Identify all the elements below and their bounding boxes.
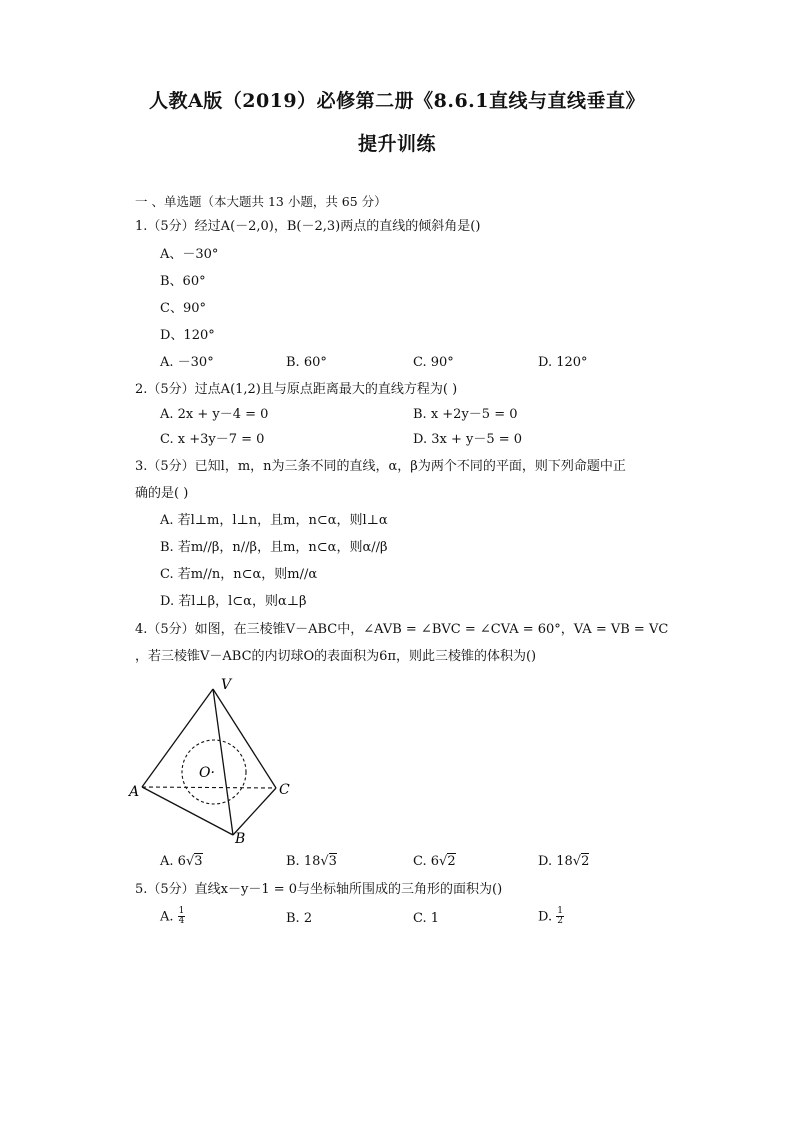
edge-ab <box>142 787 233 835</box>
q4-d-coef: 18 <box>556 854 573 869</box>
q5-option-a <box>160 907 185 927</box>
edge-vc <box>213 689 276 788</box>
section-heading: 一 、单选题（本大题共 13 小题，共 65 分） <box>135 194 387 209</box>
q3-option-a: A. 若l⊥m，l⊥n，且m，n⊂α，则l⊥α <box>160 513 388 528</box>
q5-a-denominator: 4 <box>178 916 185 927</box>
q4-b-letter: B. <box>286 854 300 869</box>
q4-option-d <box>538 855 589 868</box>
sqrt-icon: √ <box>320 854 329 869</box>
q5-d-numerator: 1 <box>557 906 563 916</box>
q4-b-coef: 18 <box>303 854 321 869</box>
q5-option-b: B. 2 <box>286 911 313 926</box>
edge-vb <box>213 689 233 835</box>
q5-d-letter: D. <box>538 909 553 925</box>
q1-option-c: C. 90° <box>413 355 454 370</box>
sqrt-icon: √ <box>185 854 195 869</box>
q2-option-d: D. 3x + y－5 = 0 <box>413 432 523 447</box>
q1-stem: 1.（5分）经过A(－2,0)，B(－2,3)两点的直线的倾斜角是() <box>135 219 481 234</box>
label-a: A <box>129 784 140 800</box>
q3-option-c: C. 若m//n，n⊂α，则m//α <box>160 567 318 582</box>
q1-list-b: B、60° <box>160 274 206 289</box>
q4-option-a <box>160 855 203 868</box>
label-b: B <box>235 831 246 847</box>
q4-b-radicand: 3 <box>328 854 337 869</box>
label-o: O· <box>199 765 215 781</box>
q3-stem-line1: 3.（5分）已知l，m，n为三条不同的直线，α，β为两个不同的平面，则下列命题中正 <box>135 459 626 474</box>
edge-bc <box>233 788 276 835</box>
q1-option-b: B. 60° <box>286 355 327 370</box>
q5-d-fraction <box>556 907 564 927</box>
q1-option-d: D. 120° <box>538 355 588 370</box>
q2-option-a: A. 2x + y－4 = 0 <box>160 407 269 422</box>
q4-d-radicand: 2 <box>581 854 590 869</box>
q5-stem: 5.（5分）直线x－y－1 = 0与坐标轴所围成的三角形的面积为() <box>135 882 503 897</box>
q4-c-coef: 6 <box>430 854 440 869</box>
q5-option-c: C. 1 <box>413 911 440 926</box>
q4-option-b <box>286 855 337 868</box>
q4-option-c <box>413 855 456 868</box>
q3-stem-line2: 确的是( ) <box>135 486 189 501</box>
label-c: C <box>279 782 290 798</box>
q5-a-numerator: 1 <box>178 906 185 916</box>
doc-title-line2: 提升训练 <box>357 133 436 155</box>
label-v: V <box>221 677 232 693</box>
q4-stem-line1: 4.（5分）如图，在三棱锥V－ABC中，∠AVB = ∠BVC = ∠CVA = 60°，VA = VB = VC <box>135 622 669 637</box>
q3-option-d: D. 若l⊥β，l⊂α，则α⊥β <box>160 594 307 609</box>
q4-stem-line2: ，若三棱锥V－ABC的内切球O的表面积为6π，则此三棱锥的体积为() <box>135 649 537 664</box>
q1-list-d: D、120° <box>160 328 215 343</box>
q5-a-letter: A. <box>160 909 174 925</box>
sqrt-icon: √ <box>439 854 448 869</box>
q1-option-a: A. －30° <box>160 355 214 370</box>
q5-a-fraction <box>178 907 186 927</box>
q1-list-a: A、－30° <box>160 247 219 262</box>
q4-c-radicand: 2 <box>447 854 456 869</box>
q2-option-b: B. x +2y－5 = 0 <box>413 407 518 422</box>
doc-title-line1: 人教A版（2019）必修第二册《8.6.1直线与直线垂直》 <box>148 90 645 112</box>
q4-d-letter: D. <box>538 854 553 869</box>
q2-option-c: C. x +3y－7 = 0 <box>160 432 265 447</box>
q2-stem: 2.（5分）过点A(1,2)且与原点距离最大的直线方程为( ) <box>135 382 458 397</box>
q1-list-c: C、90° <box>160 301 206 316</box>
q4-a-letter: A. <box>160 854 174 869</box>
sqrt-icon: √ <box>572 854 582 869</box>
q5-d-denominator: 2 <box>557 916 563 927</box>
pyramid-figure <box>125 672 315 852</box>
q3-option-b: B. 若m//β，n//β，且m，n⊂α，则α//β <box>160 540 388 555</box>
q4-a-coef: 6 <box>177 854 186 869</box>
q4-a-radicand: 3 <box>194 854 203 869</box>
edge-ac-hidden <box>142 787 276 788</box>
q4-c-letter: C. <box>413 854 427 869</box>
q5-option-d <box>538 907 564 927</box>
